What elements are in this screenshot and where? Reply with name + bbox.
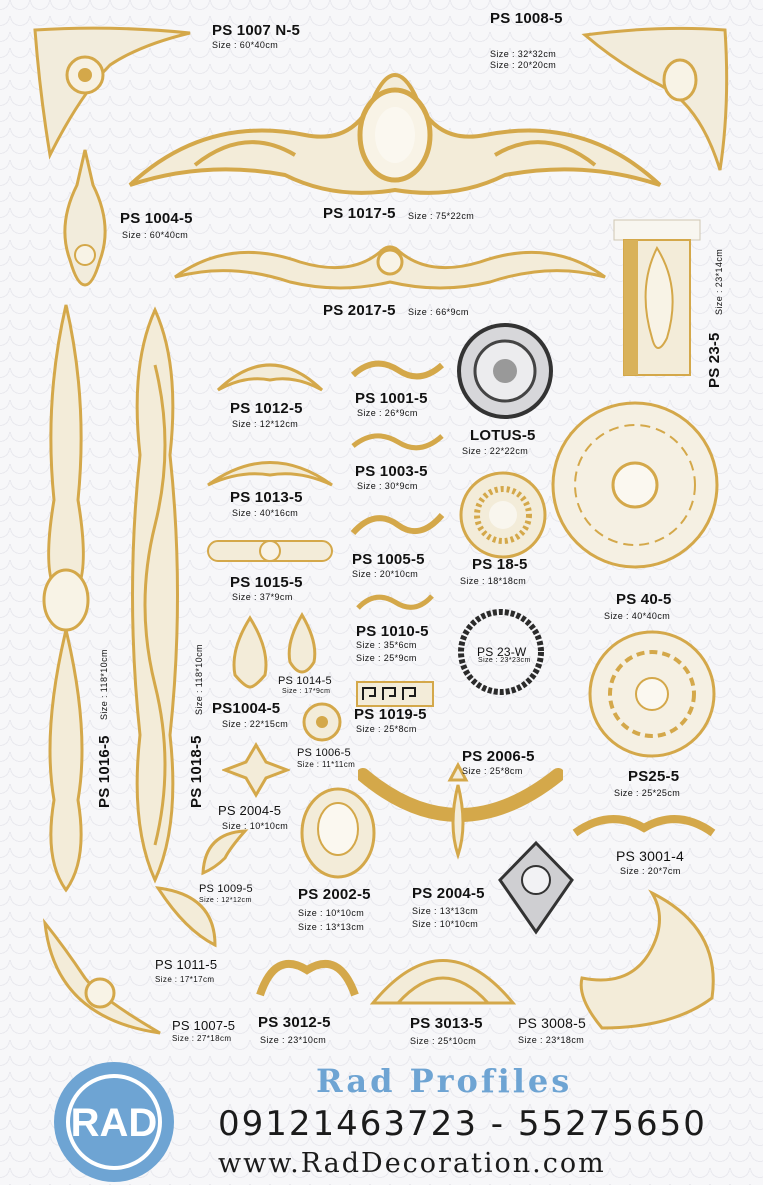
scroll-ornament-ps3012 [255,945,360,1005]
label-ps18: PS 18-5 [472,556,528,573]
corbel-ornament-ps23 [612,218,702,378]
phone-numbers: 09121463723 - 55275650 [218,1104,707,1144]
label-ps1014: PS 1014-5 [278,675,332,687]
onlay-ornament-ps1012 [215,345,325,395]
size-ps1009: Size : 12*12cm [199,897,252,904]
size-ps1018: Size : 118*10cm [194,644,204,715]
corner-ornament-ps1009 [200,828,250,876]
label-ps1007n5: PS 1007 N-5 [212,22,301,39]
size-ps1004-a: Size : 60*40cm [122,230,189,240]
label-ps1010: PS 1010-5 [356,623,429,640]
size-ps1004-b: Size : 22*15cm [222,719,289,729]
onlay-ornament-ps2004 [222,742,290,798]
label-ps3013: PS 3013-5 [410,1015,483,1032]
label-lotus: LOTUS-5 [470,427,536,444]
label-ps1011: PS 1011-5 [155,957,218,972]
rosette-ornament-ps1006 [302,702,342,742]
onlay-ornament-ps1014 [282,612,322,674]
medallion-ornament-lotus [456,322,554,420]
column-ornament-ps1016 [38,300,94,895]
corner-ornament-ps1007 [40,918,165,1038]
greek-key-ornament-ps1019 [355,680,435,708]
label-ps2002: PS 2002-5 [298,886,371,903]
scroll-ornament-ps3001 [570,808,718,846]
size-ps18: Size : 18*18cm [460,576,527,586]
size-ps1010-a: Size : 35*6cm [356,640,417,650]
size-ps1007n5: Size : 60*40cm [212,40,279,50]
label-ps1016: PS 1016-5 [96,735,113,808]
size-ps1008-a: Size : 32*32cm [490,49,557,59]
size-ps1011: Size : 17*17cm [155,975,215,984]
label-ps1009: PS 1009-5 [199,883,253,895]
label-ps2017: PS 2017-5 [323,302,396,319]
label-ps23: PS 23-5 [706,332,723,388]
label-ps1003: PS 1003-5 [355,463,428,480]
label-ps3008: PS 3008-5 [518,1015,586,1031]
label-ps1008: PS 1008-5 [490,10,563,27]
label-ps1018: PS 1018-5 [188,735,205,808]
frieze-ornament-ps1010 [355,590,435,615]
size-ps1017: Size : 75*22cm [408,211,475,221]
size-ps1007: Size : 27*18cm [172,1034,232,1043]
label-ps3012: PS 3012-5 [258,1014,331,1031]
label-ps2006: PS 2006-5 [462,748,535,765]
size-ps25: Size : 25*25cm [614,788,681,798]
size-ps40: Size : 40*40cm [604,611,671,621]
size-ps1008-b: Size : 20*20cm [490,60,557,70]
label-ps1005: PS 1005-5 [352,551,425,568]
onlay-ornament-ps1013 [205,445,335,490]
label-ps23w: PS 23-W [477,645,527,659]
label-ps1004-a: PS 1004-5 [120,210,193,227]
rad-logo [52,1060,176,1184]
cartouche-ornament-ps2002 [298,785,378,885]
size-ps3008: Size : 23*18cm [518,1035,585,1045]
size-ps23w: Size : 23*23cm [478,657,531,664]
label-ps25: PS25-5 [628,768,680,785]
website-url: www.RadDecoration.com [218,1148,606,1179]
corner-ornament-ps3008 [572,888,722,1038]
size-ps1014: Size : 17*9cm [282,688,331,695]
ceiling-rose-ornament-ps25 [588,630,716,758]
column-ornament-ps1018 [125,305,185,885]
frieze-ornament-ps1005 [350,503,445,543]
onlay-ornament-ps1004-small [225,615,275,690]
label-ps1001: PS 1001-5 [355,390,428,407]
size-ps1006: Size : 11*11cm [297,760,356,769]
scroll-ornament-ps2017 [170,232,610,297]
label-ps1006: PS 1006-5 [297,747,351,759]
size-ps2006: Size : 25*8cm [462,766,523,776]
size-ps2002-b: Size : 13*13cm [298,922,365,932]
size-ps3001: Size : 20*7cm [620,866,681,876]
size-ps1019: Size : 25*8cm [356,724,417,734]
size-ps1010-b: Size : 25*9cm [356,653,417,663]
size-ps1015: Size : 37*9cm [232,592,293,602]
label-ps1015: PS 1015-5 [230,574,303,591]
label-ps1019: PS 1019-5 [354,706,427,723]
label-ps2004-b: PS 2004-5 [412,885,485,902]
size-ps3013: Size : 25*10cm [410,1036,477,1046]
label-ps1007: PS 1007-5 [172,1018,236,1033]
label-ps1013: PS 1013-5 [230,489,303,506]
arch-ornament-ps3013 [368,938,518,1008]
size-ps1012: Size : 12*12cm [232,419,299,429]
size-ps1003: Size : 30*9cm [357,481,418,491]
size-ps2004-b-b: Size : 10*10cm [412,919,479,929]
frieze-ornament-ps1001 [350,355,445,385]
label-ps2004-a: PS 2004-5 [218,803,282,818]
medallion-ornament-ps18 [458,470,548,560]
label-ps1017: PS 1017-5 [323,205,396,222]
size-ps2004-a: Size : 10*10cm [222,821,289,831]
size-ps2017: Size : 66*9cm [408,307,469,317]
brand-name: Rad Profiles [316,1062,573,1100]
size-ps2002-a: Size : 10*10cm [298,908,365,918]
size-lotus: Size : 22*22cm [462,446,529,456]
size-ps3012: Size : 23*10cm [260,1035,327,1045]
ceiling-rose-ornament-ps40 [550,400,720,570]
mask-ornament-ps2004 [497,840,575,935]
size-ps1016: Size : 118*10cm [99,649,109,720]
label-ps1004-b: PS1004-5 [212,700,281,717]
label-ps1012: PS 1012-5 [230,400,303,417]
size-ps1001: Size : 26*9cm [357,408,418,418]
size-ps1013: Size : 40*16cm [232,508,299,518]
logo-text: RAD [70,1101,158,1145]
size-ps2004-b-a: Size : 13*13cm [412,906,479,916]
label-ps40: PS 40-5 [616,591,672,608]
pendant-ornament-ps1004 [55,145,115,290]
size-ps1005: Size : 20*10cm [352,569,419,579]
size-ps23: Size : 23*14cm [714,248,724,315]
frieze-ornament-ps1015 [205,535,335,567]
frieze-ornament-ps1003 [350,428,445,456]
label-ps3001: PS 3001-4 [616,848,684,864]
corner-ornament-ps1008 [580,25,730,175]
